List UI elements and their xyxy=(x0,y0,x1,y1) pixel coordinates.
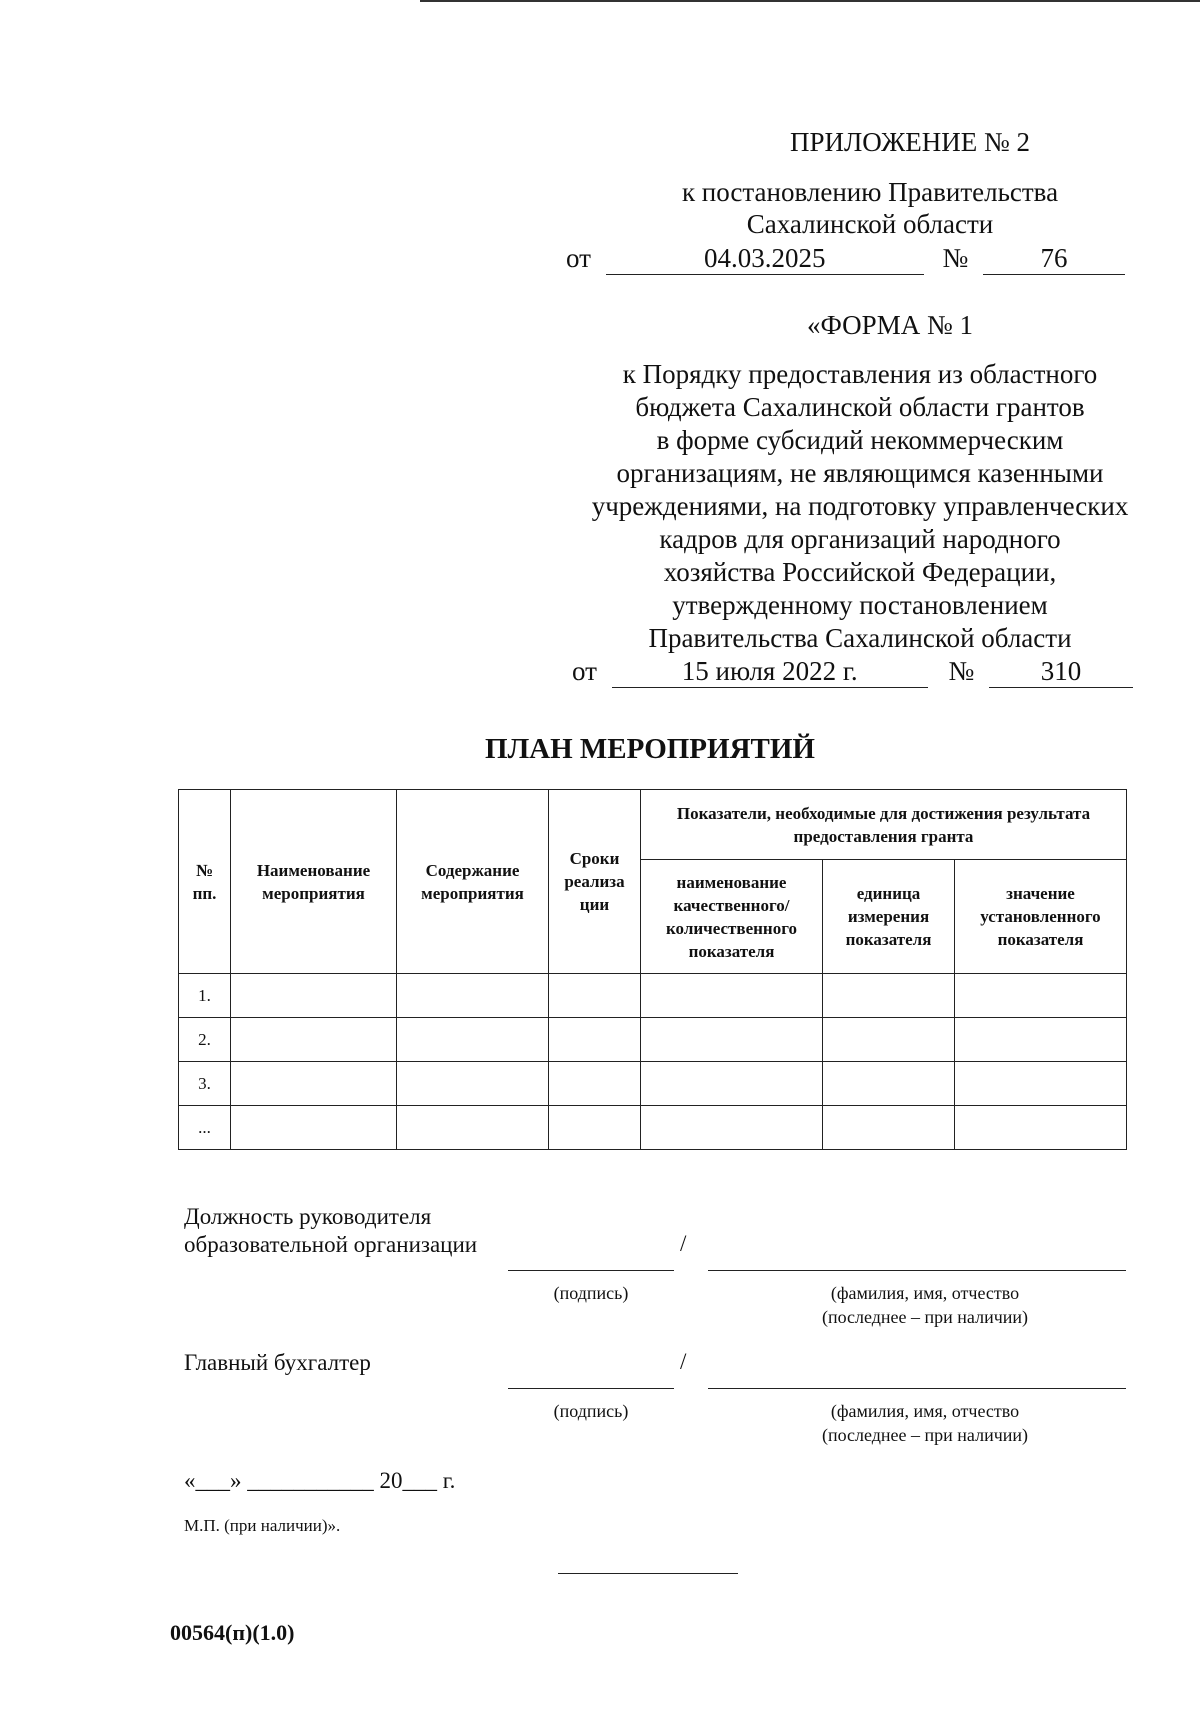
col-content-header: Содержание мероприятия xyxy=(397,790,549,974)
appendix-date-row xyxy=(566,242,1125,275)
table-cell xyxy=(231,974,397,1018)
form-date: 15 июля 2022 г. xyxy=(612,655,928,688)
accountant-label: Главный бухгалтер xyxy=(184,1350,371,1375)
plan-table xyxy=(178,789,1127,1150)
table-cell xyxy=(231,1106,397,1150)
table-cell xyxy=(955,1018,1127,1062)
table-cell xyxy=(641,1106,823,1150)
appendix-title: ПРИЛОЖЕНИЕ № 2 xyxy=(789,127,1031,157)
col-num-header: № пп. xyxy=(179,790,231,974)
table-cell xyxy=(823,1018,955,1062)
form-line-7: хозяйства Российской Федерации, xyxy=(663,557,1057,587)
head-fio-caption-2: (последнее – при наличии) xyxy=(821,1307,1029,1327)
accountant-sign-caption: (подпись) xyxy=(553,1401,629,1421)
number-label: № xyxy=(942,243,969,273)
row-number: ... xyxy=(179,1106,231,1150)
appendix-line-2: Сахалинской области xyxy=(746,209,994,239)
accountant-fio-line xyxy=(708,1388,1126,1389)
table-row xyxy=(179,1018,1127,1062)
table-cell xyxy=(641,1062,823,1106)
col-name-header: Наименование мероприятия xyxy=(231,790,397,974)
separator-line xyxy=(558,1573,738,1574)
table-cell xyxy=(397,1062,549,1106)
accountant-fio-caption-1: (фамилия, имя, отчество xyxy=(830,1401,1020,1421)
plan-title: ПЛАН МЕРОПРИЯТИЙ xyxy=(485,733,815,765)
col-terms-header: Сроки реализа ции xyxy=(549,790,641,974)
appendix-number: 76 xyxy=(983,242,1125,275)
table-cell xyxy=(823,1106,955,1150)
top-border-line xyxy=(420,0,1200,2)
head-slash: / xyxy=(680,1231,687,1256)
table-row xyxy=(179,974,1127,1018)
table-cell xyxy=(823,974,955,1018)
form-line-6: кадров для организаций народного xyxy=(659,524,1061,554)
table-cell xyxy=(955,974,1127,1018)
row-number: 2. xyxy=(179,1018,231,1062)
form-date-row xyxy=(572,655,1133,688)
table-cell xyxy=(549,1018,641,1062)
table-cell xyxy=(549,974,641,1018)
table-cell xyxy=(397,1018,549,1062)
table-cell xyxy=(549,1062,641,1106)
row-number: 3. xyxy=(179,1062,231,1106)
form-line-4: организациям, не являющимся казенными xyxy=(616,458,1104,488)
form-line-1: к Порядку предоставления из областного xyxy=(622,359,1098,389)
col-indicators-group-header: Показатели, необходимые для достижения результата предоставления гранта xyxy=(641,790,1127,860)
stamp-note: М.П. (при наличии)». xyxy=(184,1516,341,1535)
form-line-2: бюджета Сахалинской области грантов xyxy=(635,392,1085,422)
col-unit-header: единица измерения показателя xyxy=(823,860,955,974)
form-title: «ФОРМА № 1 xyxy=(807,310,973,340)
head-position-label-1: Должность руководителя xyxy=(184,1204,432,1229)
form-line-5: учреждениями, на подготовку управленческих xyxy=(591,491,1129,521)
form-line-3: в форме субсидий некоммерческим xyxy=(656,425,1064,455)
table-cell xyxy=(231,1018,397,1062)
table-cell xyxy=(397,974,549,1018)
table-cell xyxy=(231,1062,397,1106)
col-indicator-name-header: наименование качественного/ количественного показателя xyxy=(641,860,823,974)
row-number: 1. xyxy=(179,974,231,1018)
from-label: от xyxy=(566,243,591,273)
table-cell xyxy=(955,1106,1127,1150)
table-cell xyxy=(397,1106,549,1150)
head-fio-caption-1: (фамилия, имя, отчество xyxy=(830,1283,1020,1303)
head-sign-caption: (подпись) xyxy=(553,1283,629,1303)
table-cell xyxy=(549,1106,641,1150)
table-cell xyxy=(955,1062,1127,1106)
head-fio-line xyxy=(708,1270,1126,1271)
table-row xyxy=(179,1106,1127,1150)
number-label: № xyxy=(948,656,975,686)
form-line-9: Правительства Сахалинской области xyxy=(648,623,1072,653)
head-position-label-2: образовательной организации xyxy=(184,1232,478,1257)
document-code: 00564(п)(1.0) xyxy=(170,1620,295,1645)
table-cell xyxy=(823,1062,955,1106)
accountant-signature-line xyxy=(508,1388,674,1389)
date-line: «___» ___________ 20___ г. xyxy=(184,1468,456,1493)
from-label: от xyxy=(572,656,597,686)
table-row xyxy=(179,1062,1127,1106)
accountant-fio-caption-2: (последнее – при наличии) xyxy=(821,1425,1029,1445)
head-signature-line xyxy=(508,1270,674,1271)
form-number: 310 xyxy=(989,655,1133,688)
col-value-header: значение установленного показателя xyxy=(955,860,1127,974)
table-cell xyxy=(641,974,823,1018)
form-line-8: утвержденному постановлением xyxy=(672,590,1048,620)
table-cell xyxy=(641,1018,823,1062)
accountant-slash: / xyxy=(680,1349,687,1374)
appendix-line-1: к постановлению Правительства xyxy=(681,177,1059,207)
appendix-date: 04.03.2025 xyxy=(606,242,924,275)
